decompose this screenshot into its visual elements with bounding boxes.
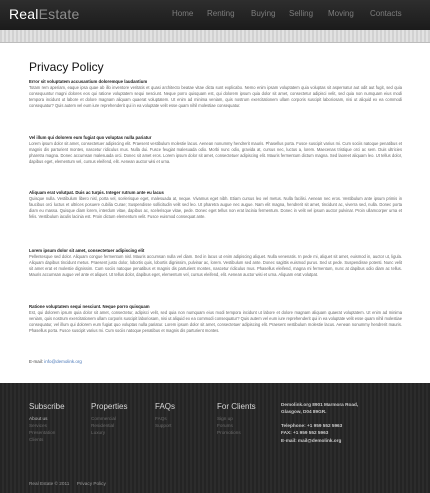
section-heading: Aliquam erat volutpat. Duis ac turpis. Integer rutrum ante eu lacus (29, 190, 164, 195)
logo-text-light: Estate (38, 6, 80, 22)
footer-link[interactable]: Clients (29, 437, 44, 442)
footer-column-subscribe (29, 402, 65, 443)
policy-section (29, 79, 402, 109)
email-link[interactable]: info@demolink.org (44, 359, 82, 364)
footer-column-properties (91, 402, 127, 436)
nav-contacts[interactable]: Contacts (370, 9, 402, 18)
footer-link[interactable]: Luxury (91, 430, 106, 435)
footer-link[interactable]: Residential (91, 423, 115, 428)
footer-link[interactable]: FAQs (155, 416, 167, 421)
section-body: Pellentesque sed dolor. Aliquam congue fermentum nisl. Mauris accumsan nulla vel diam. Sed in lacus ut enim adipiscing aliquet. Nulla venenatis. In pede mi, aliquet sit amet, euismod in, auctor ut, ligula. Aliquam dapibus tincidunt metus. Praesent justo dolor, lobortis quis, lobortis dignissim, pulvinar ac, lorem. Vestibulum sed ante. Donec sagittis euismod purus. Sed ut pede. Suspendisse potenti. Nunc velit sit amet erat et molestie dignissim. Cum sociis natoque penatibus et magnis dis parturient montes, nascetur ridiculus mus. Phasellus eleifend, magna mi fermentum, nunc at dapibus odio diam ac tellus. Mauris accumsan augue vel ante et aliquet. Ut tellus dolor, dapibus eget, elementum vel, cursus eleifend, elit. Aenean auctor wisi et urna. Aliquam erat volutpat. (29, 254, 402, 278)
nav-moving[interactable]: Moving (328, 9, 354, 18)
email-label: E-mail: (29, 359, 44, 364)
section-body: Quisque nulla. Vestibulum libero nisl, porta vel, scelerisque eget, malesuada at, neque. Vivamus eget nibh. Etiam cursus leo vel metus. Nulla facilisi. Aenean nec eros. Vestibulum ante ipsum primis in faucibus orci luctus et ultrices posuere cubilia Curae; Suspendisse sollicitudin velit sed leo. Ut pharetra augue nec augue. Nam elit magna, hendrerit sit amet, tincidunt ac, viverra sed, nulla. Donec porta diam eu massa. Quisque diam lorem, interdum vitae, dapibus ac, scelerisque vitae, pede. Donec eget tellus non erat lacinia fermentum. Donec in velit vel ipsum auctor pulvinar. Proin ullamcorper urna et felis. Vestibulum iaculis lacinia est. Proin dictum elementum velit. Fusce euismod consequat ante. (29, 196, 402, 220)
footer-column-faqs (155, 402, 175, 429)
footer-link[interactable]: Sign up (217, 416, 233, 421)
header-divider-stripe (0, 30, 430, 43)
copyright-text: Real Estate © 2011 (29, 481, 70, 486)
section-body: Est, qui dolorem ipsum quia dolor sit amet, consectetur, adipisci velit, sed quia non numquam eius modi tempora incidunt ut labore et dolore magnam aliquam quaerat voluptatem. Ut enim ad minima veniam, quis nostrum exercitationem ullam corporis suscipit laboriosam, nisi ut aliquid ex ea commodi consequatur? Quis autem vel eum iure reprehenderit qui in ea voluptate velit esse quam nihil molestiae consequatur, vel illum qui dolorem eum fugiat quo voluptas nulla pariatur. Lorem ipsum dolor sit amet, consectetuer adipiscing elit. Praesent vestibulum molestie lacus. Aenean nonummy hendrerit mauris. Phasellus porta. Fusce suscipit varius mi. Cum sociis natoque penatibus et magnis dis parturient montes. (29, 310, 402, 334)
contact-email[interactable]: E-mail: mail@demolink.org (281, 437, 342, 443)
site-footer (0, 383, 430, 493)
site-header (0, 0, 430, 30)
policy-section (29, 190, 402, 220)
privacy-policy-link[interactable]: Privacy Policy (76, 481, 106, 486)
site-logo[interactable] (9, 6, 79, 22)
copyright-line (29, 481, 106, 486)
contact-telephone: Telephone: +1 959 552 5963 (281, 422, 343, 428)
nav-renting[interactable]: Renting (207, 9, 235, 18)
policy-section (29, 135, 402, 165)
contact-email-line (29, 359, 82, 364)
nav-buying[interactable]: Buying (251, 9, 276, 18)
footer-column-title: Properties (91, 402, 128, 411)
contact-fax: FAX: +1 959 552 5963 (281, 430, 329, 436)
policy-section (29, 248, 402, 278)
policy-section (29, 304, 402, 334)
footer-column-title: For Clients (217, 402, 256, 411)
footer-link[interactable]: Presentation (29, 430, 56, 435)
section-heading: Ratione voluptatem sequi nesciunt. Neque porro quisquam (29, 304, 150, 309)
nav-home[interactable]: Home (172, 9, 194, 18)
footer-link[interactable]: Services (29, 423, 47, 428)
footer-column-title: FAQs (155, 402, 176, 411)
footer-link[interactable]: Commercial (91, 416, 117, 421)
footer-link[interactable]: About us (29, 416, 48, 421)
contact-address-line: Glasgow, D04 89GR. (281, 409, 327, 415)
section-body: Lorem ipsum dolor sit amet, consectetuer adipiscing elit. Praesent vestibulum molestie lacus. Aenean nonummy hendrerit mauris. Phasellus porta. Fusce suscipit varius mi. Cum sociis natoque penatibus et magnis dis parturient montes, nascetur ridiculus mus. Nulla dui. Fusce feugiat malesuada odio. Morbi nunc odio, gravida at, cursus nec, luctus a, lorem. Maecenas tristique orci ac sem. Duis ultricies pharetra magna. Donec accumsan malesuada orci. Donec sit amet eros. Lorem ipsum dolor sit amet, consectetuer adipiscing elit. Mauris fermentum dictum magna. Sed laoreet aliquam leo. Ut tellus dolor, dapibus eget, elementum vel, cursus eleifend, elit. Aenean auctor wisi et urna. (29, 141, 402, 165)
footer-column-title: Subscribe (29, 402, 65, 411)
footer-link[interactable]: Forums (217, 423, 233, 428)
section-body: Totam rem aperiam, eaque ipsa quae ab illo inventore veritatis et quasi architecto beatae vitae dicta sunt explicabo. Nemo enim ipsam voluptatem quia voluptas sit aspernatur aut odit aut fugit, sed quia consequuntur magni dolores eos qui ratione voluptatem sequi nesciunt. Neque porro quisquam est, qui dolorem ipsum quia dolor sit amet, consectetur adipisci velit, sed quia non numquam eius modi tempora incidunt ut labore et dolore magnam aliquam quaerat voluptatem. Ut enim ad minima veniam, quis nostrum exercitationem ullam corporis suscipit laboriosam, nisi ut aliquid ex ea commodi consequatur? Quis autem vel eum iure reprehenderit qui in ea voluptate velit esse quam nihil molestiae consequatur. (29, 85, 402, 109)
nav-selling[interactable]: Selling (289, 9, 314, 18)
logo-text-bold: Real (9, 6, 39, 22)
contact-address-line: Demolink.org 8901 Marmora Road, (281, 402, 359, 407)
footer-column-for-clients (217, 402, 256, 436)
section-heading: Vel illum qui dolorem eum fugiat quo voluptas nulla pariatur (29, 135, 152, 140)
section-heading: Lorem ipsum dolor sit amet, consectetuer adipiscing elit (29, 248, 145, 253)
footer-link[interactable]: Support (155, 423, 172, 428)
section-heading: Error sit voluptatem accusantium doloremque laudantium (29, 79, 148, 84)
footer-contact-block (281, 401, 358, 444)
main-content (0, 43, 430, 383)
page-title: Privacy Policy (29, 60, 104, 74)
footer-link[interactable]: Promotions (217, 430, 241, 435)
